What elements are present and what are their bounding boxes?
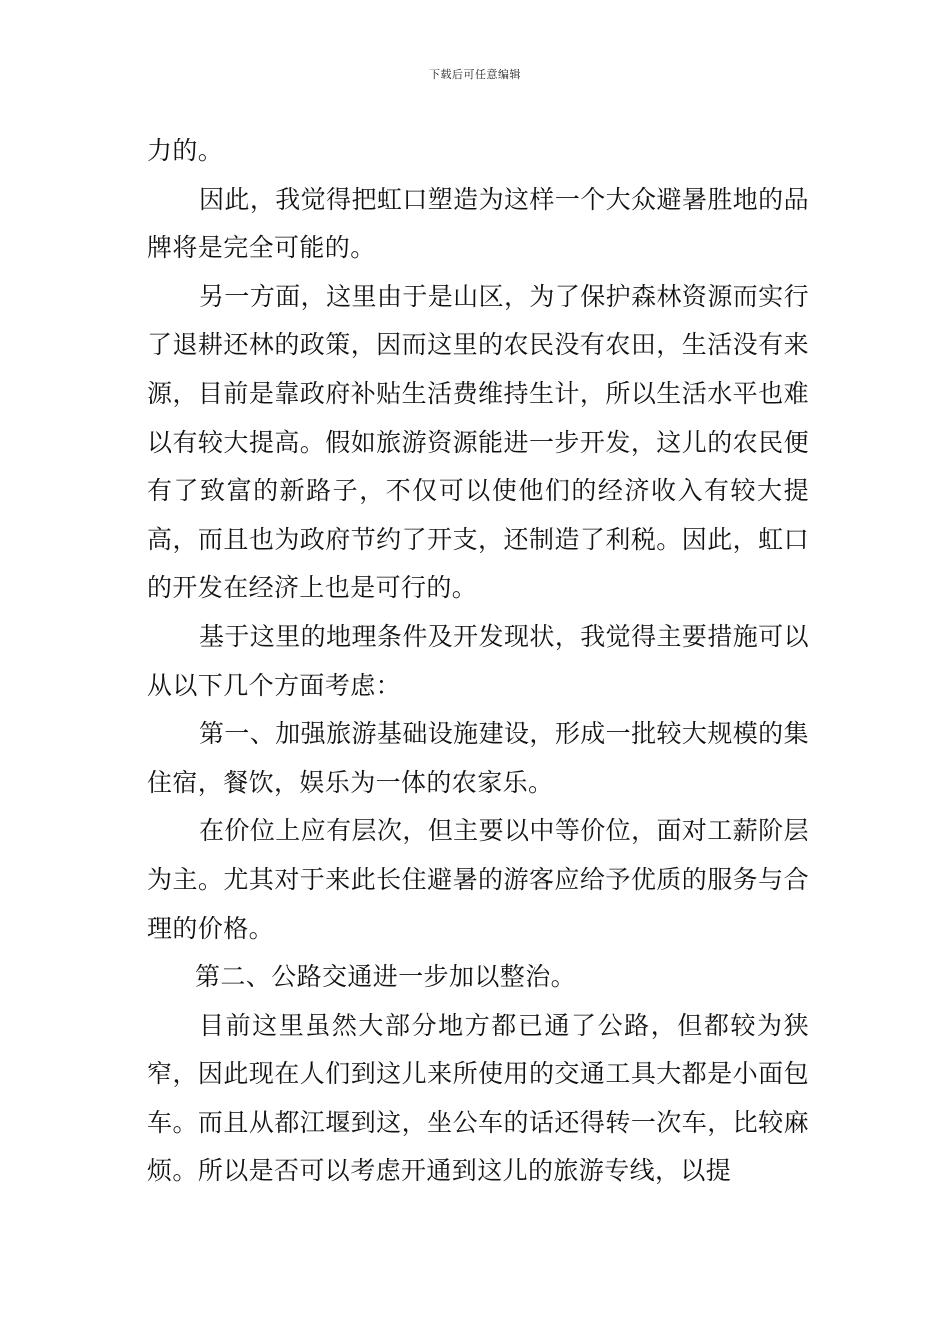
paragraph-8: 目前这里虽然大部分地方都已通了公路，但都较为狭窄，因此现在人们到这儿来所使用的交通工具大都是小面包车。而且从都江堰到这，坐公车的话还得转一次车，比较麻烦。所以是否可以考虑开通到这儿的旅游专线，以提 [147, 1010, 809, 1186]
paragraph-1: 力的。 [147, 136, 224, 165]
paragraph-5: 第一、加强旅游基础设施建设，形成一批较大规模的集住宿，餐饮，娱乐为一体的农家乐。 [147, 719, 809, 797]
paragraph-7: 第二、公路交通进一步加以整治。 [195, 962, 577, 992]
paragraph-6: 在价位上应有层次，但主要以中等价位，面对工薪阶层为主。尤其对于来此长住避暑的游客应给予优质的服务与合理的价格。 [147, 816, 809, 943]
document-body [147, 127, 809, 1196]
page-header: 下载后可任意编辑 [429, 68, 521, 81]
paragraph-2: 因此，我觉得把虹口塑造为这样一个大众避暑胜地的品牌将是完全可能的。 [147, 184, 809, 263]
paragraph-3: 另一方面，这里由于是山区，为了保护森林资源而实行了退耕还林的政策，因而这里的农民没有农田，生活没有来源，目前是靠政府补贴生活费维持生计，所以生活水平也难以有较大提高。假如旅游资源能进一步开发，这儿的农民便有了致富的新路子，不仅可以使他们的经济收入有较大提高，而且也为政府节约了开支，还制造了利税。因此，虹口的开发在经济上也是可行的。 [147, 281, 809, 603]
paragraph-4: 基于这里的地理条件及开发现状，我觉得主要措施可以从以下几个方面考虑： [147, 621, 809, 700]
